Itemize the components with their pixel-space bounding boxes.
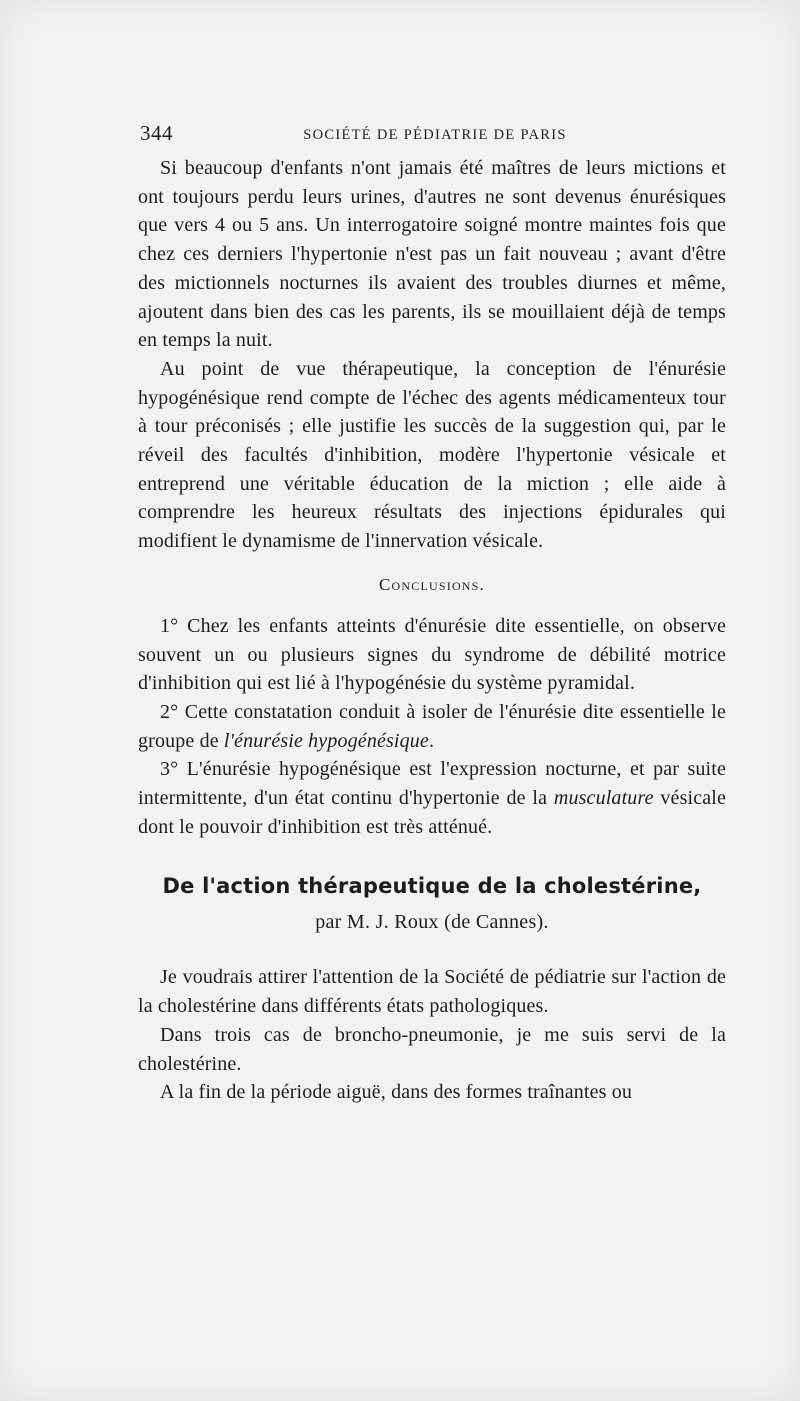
page-header [140,121,730,151]
conclusion-3-italic: musculature [553,787,654,810]
page-number: 344 [140,121,173,145]
conclusion-2-end: . [428,729,435,752]
conclusion-3 [138,755,726,841]
conclusion-2-italic: l'énurésie hypogénésique [223,729,429,752]
conclusion-3-end: vésicale dont le pouvoir d'inhibition est très atténué. [138,787,726,838]
article-paragraph-3: A la fin de la période aiguë, dans des formes traînantes ou [160,1081,633,1104]
conclusion-3-text: 3° L'énurésie hypogénésique est l'expression nocturne, et par suite intermittente, d'un état continu d'hypertonie de la [138,758,726,810]
body-paragraph-2: Au point de vue thérapeutique, la conception de l'énurésie hypogénésique rend compte de l'échec des agents médicamenteux tour à tour préconisés ; elle justifie les succès de la suggestion qui, par le réveil des facultés d'inhibition, modère l'hypertonie vésicale et entreprend une véritable éducation de la miction ; elle aide à comprendre les heureux résultats des injections épidurales qui modifient le dynamisme de l'innervation vésicale. [138,357,726,553]
body-paragraph-1: Si beaucoup d'enfants n'ont jamais été maîtres de leurs mictions et ont toujours perdu leurs urines, d'autres ne sont devenus énurésiques que vers 4 ou 5 ans. Un interrogatoire soigné montre maintes fois que chez ces derniers l'hypertonie n'est pas un fait nouveau ; avant d'être des mictionnels nocturnes ils avaient des troubles diurnes et même, ajoutent dans bien des cas les parents, ils se mouillaient déjà de temps en temps la nuit. [138,157,726,352]
article-title: De l'action thérapeutique de la cholestérine, [162,874,702,899]
conclusions-heading [138,556,726,612]
conclusions-heading-text: Conclusions. [379,574,485,594]
conclusion-2 [138,698,726,755]
article-paragraph-1: Je voudrais attirer l'attention de la Société de pédiatrie sur l'action de la cholestérine dans différents états pathologiques. [138,966,726,1018]
conclusion-1: 1° Chez les enfants atteints d'énurésie dite essentielle, on observe souvent un ou plusieurs signes du syndrome de débilité motrice d'inhibition qui est lié à l'hypogénésie du système pyramidal. [138,614,726,695]
conclusion-2-text: 2° Cette constatation conduit à isoler de l'énurésie dite essentielle le groupe de [138,700,726,752]
page-text [138,154,726,1107]
running-head: SOCIÉTÉ DE PÉDIATRIE DE PARIS [303,127,567,143]
article-byline: par M. J. Roux (de Cannes). [315,911,549,934]
article-paragraph-2: Dans trois cas de broncho-pneumonie, je me suis servi de la cholestérine. [138,1023,726,1075]
